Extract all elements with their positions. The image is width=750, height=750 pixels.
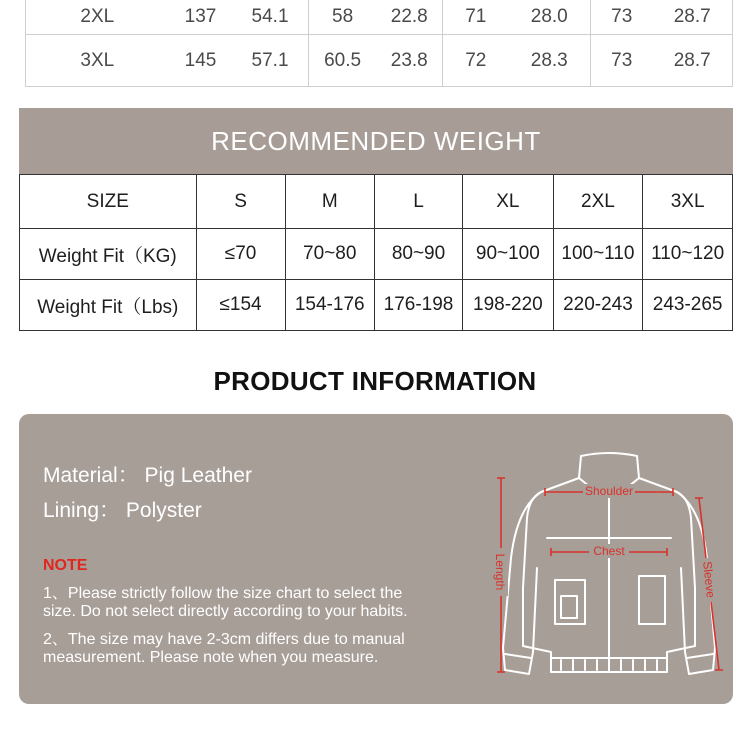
weight-header-cell: SIZE — [20, 175, 197, 229]
size-cell: 28.3 — [509, 35, 591, 87]
weight-cell: 198-220 — [463, 280, 553, 331]
note-line-3: 2、The size may have 2-3cm differs due to manual — [43, 631, 405, 648]
weight-cell: ≤70 — [196, 229, 285, 280]
note-line-2: size. Do not select directly according to your habits. — [43, 603, 408, 620]
note-line-1: 1、Please strictly follow the size chart to select the — [43, 585, 403, 602]
size-cell: 58 — [308, 0, 376, 35]
weight-cell: 154-176 — [285, 280, 374, 331]
note-line-4: measurement. Please note when you measure. — [43, 649, 379, 666]
size-table — [25, 0, 733, 87]
weight-header-cell: 3XL — [643, 175, 733, 229]
weight-cell: 100~110 — [553, 229, 643, 280]
size-cell: 28.7 — [652, 35, 732, 87]
lining-text: Lining： Polyster — [43, 499, 202, 522]
weight-row-lbs — [20, 280, 733, 331]
size-cell: 57.1 — [232, 35, 308, 87]
size-cell: 28.0 — [509, 0, 591, 35]
weight-header-cell: L — [374, 175, 462, 229]
shoulder-label: Shoulder — [584, 484, 634, 498]
size-cell: 137 — [169, 0, 233, 35]
size-cell: 3XL — [26, 35, 169, 87]
weight-row-kg — [20, 229, 733, 280]
size-cell: 71 — [443, 0, 509, 35]
weight-header-cell: XL — [463, 175, 553, 229]
size-cell: 73 — [590, 35, 652, 87]
size-cell: 54.1 — [232, 0, 308, 35]
weight-title: RECOMMENDED WEIGHT — [211, 126, 541, 156]
size-cell: 22.8 — [376, 0, 442, 35]
note-label: NOTE — [43, 557, 88, 574]
weight-cell: ≤154 — [196, 280, 285, 331]
weight-cell: 70~80 — [285, 229, 374, 280]
weight-header-cell: M — [285, 175, 374, 229]
size-cell: 73 — [590, 0, 652, 35]
size-cell: 72 — [443, 35, 509, 87]
weight-header-cell: S — [196, 175, 285, 229]
weight-row-label: Weight Fit（KG) — [20, 229, 197, 280]
sleeve-label: Sleeve — [700, 560, 718, 599]
length-label: Length — [493, 553, 507, 591]
product-info-panel — [19, 414, 733, 704]
weight-cell: 176-198 — [374, 280, 462, 331]
jacket-diagram — [489, 448, 729, 693]
weight-cell: 80~90 — [374, 229, 462, 280]
weight-header-row — [20, 175, 733, 229]
weight-table — [19, 174, 733, 331]
size-cell: 2XL — [26, 0, 169, 35]
weight-cell: 110~120 — [643, 229, 733, 280]
chest-label: Chest — [593, 544, 625, 558]
weight-cell: 90~100 — [463, 229, 553, 280]
product-info-title: PRODUCT INFORMATION — [213, 366, 537, 396]
material-text: Material： Pig Leather — [43, 464, 252, 487]
weight-cell: 220-243 — [553, 280, 643, 331]
weight-cell: 243-265 — [643, 280, 733, 331]
size-row-2xl — [26, 0, 733, 35]
weight-header-cell: 2XL — [553, 175, 643, 229]
size-cell: 145 — [169, 35, 233, 87]
size-cell: 28.7 — [652, 0, 732, 35]
weight-title-band — [19, 108, 733, 174]
size-cell: 60.5 — [308, 35, 376, 87]
weight-row-label: Weight Fit（Lbs) — [20, 280, 197, 331]
size-row-3xl — [26, 35, 733, 87]
size-cell: 23.8 — [376, 35, 442, 87]
